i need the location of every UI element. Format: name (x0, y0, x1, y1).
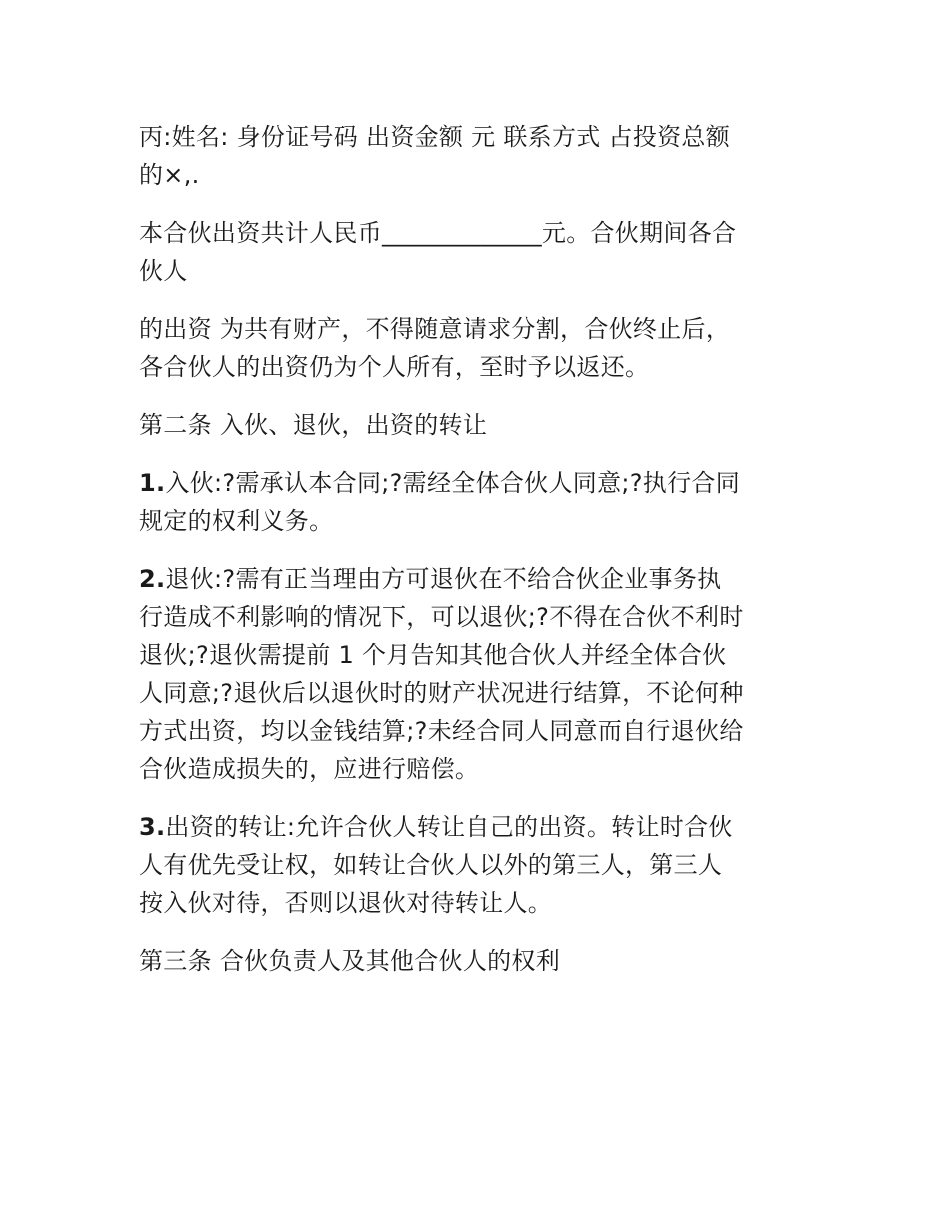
text-line: 人同意;?退伙后以退伙时的财产状况进行结算，不论何种 (139, 679, 744, 707)
text-line: 规定的权利义务。 (139, 507, 334, 535)
clause-text: 入伙:?需承认本合同;?需经全体合伙人同意;?执行合同 (165, 469, 740, 497)
text-line (139, 808, 819, 846)
text-line (139, 464, 819, 502)
text-line: 按入伙对待，否则以退伙对待转让人。 (139, 889, 553, 917)
text-line: 的出资 为共有财产，不得随意请求分割，合伙终止后， (139, 315, 731, 343)
article-3-heading (139, 942, 819, 980)
text-line: 人有优先受让权，如转让合伙人以外的第三人，第三人 (139, 851, 723, 879)
clause-text: 退伙:?需有正当理由方可退伙在不给合伙企业事务执 (165, 565, 722, 593)
clause-transfer (139, 808, 819, 922)
paragraph-partner-c (139, 118, 819, 194)
text-line: 退伙;?退伙需提前 1 个月告知其他合伙人并经全体合伙 (139, 641, 727, 669)
text-line (139, 560, 819, 598)
section-heading: 第二条 入伙、退伙，出资的转让 (139, 411, 488, 439)
paragraph-common-property (139, 310, 819, 386)
section-heading: 第三条 合伙负责人及其他合伙人的权利 (139, 947, 561, 975)
text-line: 合伙造成损失的，应进行赔偿。 (139, 755, 480, 783)
clause-number: 3. (139, 813, 166, 841)
text-line: 行造成不利影响的情况下，可以退伙;?不得在合伙不利时 (139, 603, 744, 631)
clause-withdrawal (139, 560, 819, 788)
paragraph-total-capital (139, 214, 819, 290)
article-2-heading (139, 406, 819, 444)
clause-number: 2. (139, 565, 166, 593)
text-line: 本合伙出资共计人民币_____________元。合伙期间各合 (139, 219, 737, 247)
clause-text: 出资的转让:允许合伙人转让自己的出资。转让时合伙 (165, 813, 733, 841)
clause-number: 1. (139, 469, 166, 497)
text-line: 的×,. (139, 161, 200, 189)
text-line: 伙人 (139, 257, 188, 285)
text-line: 各合伙人的出资仍为个人所有，至时予以返还。 (139, 353, 650, 381)
clause-joining (139, 464, 819, 540)
document-body (139, 118, 819, 1000)
text-line: 丙:姓名: 身份证号码 出资金额 元 联系方式 占投资总额 (139, 123, 731, 151)
text-line: 方式出资，均以金钱结算;?未经合同人同意而自行退伙给 (139, 717, 744, 745)
